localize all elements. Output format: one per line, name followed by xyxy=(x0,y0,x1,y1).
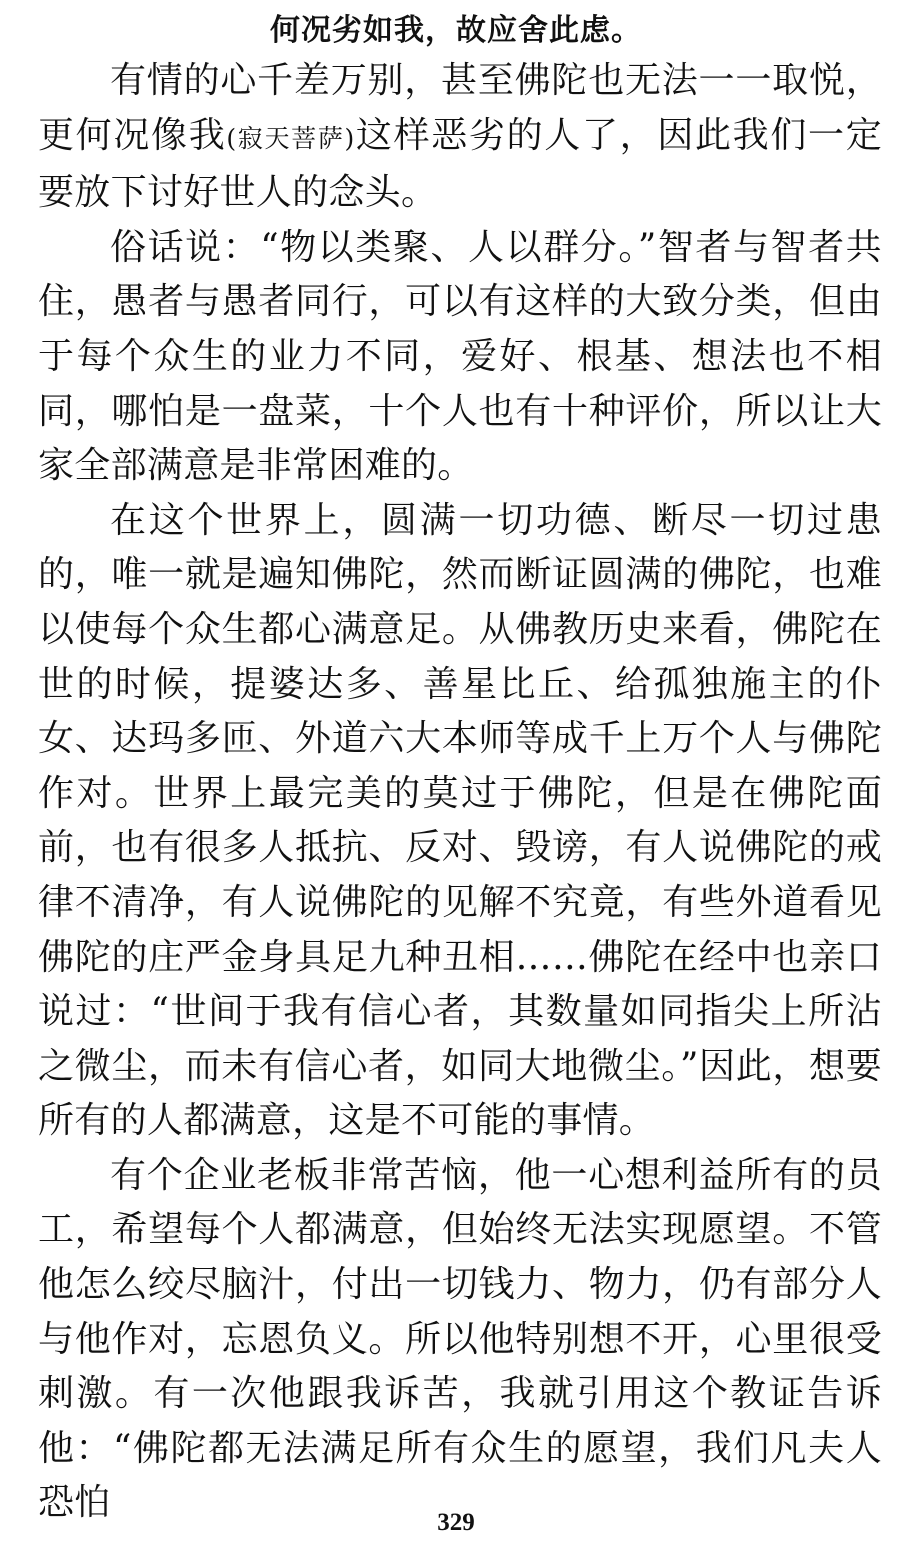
paragraph xyxy=(38,54,882,221)
author-note: (寂天菩萨) xyxy=(226,123,355,153)
paragraph-text: 有情的心千差万别，甚至佛陀也无法一一取悦，更何况像我 xyxy=(38,60,882,156)
paragraph: 俗话说：“物以类聚、人以群分。”智者与智者共住，愚者与愚者同行，可以有这样的大致分类，但由于每个众生的业力不同，爱好、根基、想法也不相同，哪怕是一盘菜，十个人也有十种评价，所以让大家全部满意是非常困难的。 xyxy=(38,226,882,487)
paragraph: 在这个世界上，圆满一切功德、断尽一切过患的，唯一就是遍知佛陀，然而断证圆满的佛陀，也难以使每个众生都心满意足。从佛教历史来看，佛陀在世的时候，提婆达多、善星比丘、给孤独施主的仆女、达玛多匝、外道六大本师等成千上万个人与佛陀作对。世界上最完美的莫过于佛陀，但是在佛陀面前，也有很多人抵抗、反对、毁谤，有人说佛陀的戒律不清净，有人说佛陀的见解不究竟，有些外道看见佛陀的庄严金身具足九种丑相……佛陀在经中也亲口说过：“世间于我有信心者，其数量如同指尖上所沾之微尘，而未有信心者，如同大地微尘。”因此，想要所有的人都满意，这是不可能的事情。 xyxy=(38,499,882,1142)
paragraph-text: 这样恶劣的人了，因此我们一定要放下讨好世人的念头。 xyxy=(38,114,882,214)
verse-line: 何况劣如我，故应舍此虑。 xyxy=(270,13,642,48)
page-number: 329 xyxy=(437,1509,475,1536)
paragraph: 有个企业老板非常苦恼，他一心想利益所有的员工，希望每个人都满意，但始终无法实现愿望。不管他怎么绞尽脑汁，付出一切钱力、物力，仍有部分人与他作对，忘恩负义。所以他特别想不开，心里很受刺激。有一次他跟我诉苦，我就引用这个教证告诉他：“佛陀都无法满足所有众生的愿望，我们凡夫人恐怕 xyxy=(38,1154,882,1524)
body-text xyxy=(38,54,882,1531)
